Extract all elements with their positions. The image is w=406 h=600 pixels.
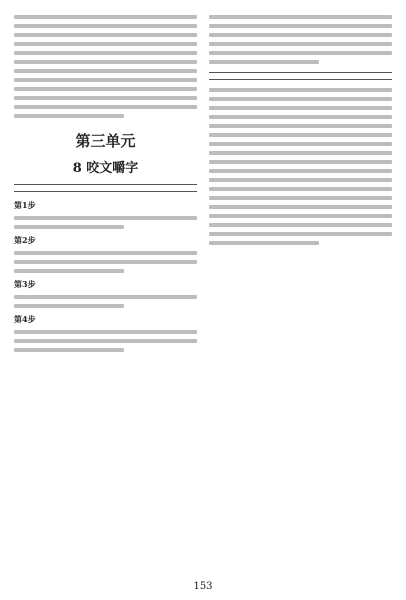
right-column xyxy=(209,10,392,570)
section-banner xyxy=(209,72,392,80)
left-column xyxy=(14,10,197,570)
lesson-title: 8 咬文嚼字 xyxy=(72,161,139,176)
step-label: 第2步 xyxy=(14,235,36,245)
step-label: 第3步 xyxy=(14,279,36,289)
unit-heading: 第三单元 xyxy=(75,132,136,150)
page-number: 153 xyxy=(193,581,213,592)
step-label: 第4步 xyxy=(14,314,36,324)
section-banner xyxy=(14,184,197,192)
step-label: 第1步 xyxy=(14,200,36,210)
